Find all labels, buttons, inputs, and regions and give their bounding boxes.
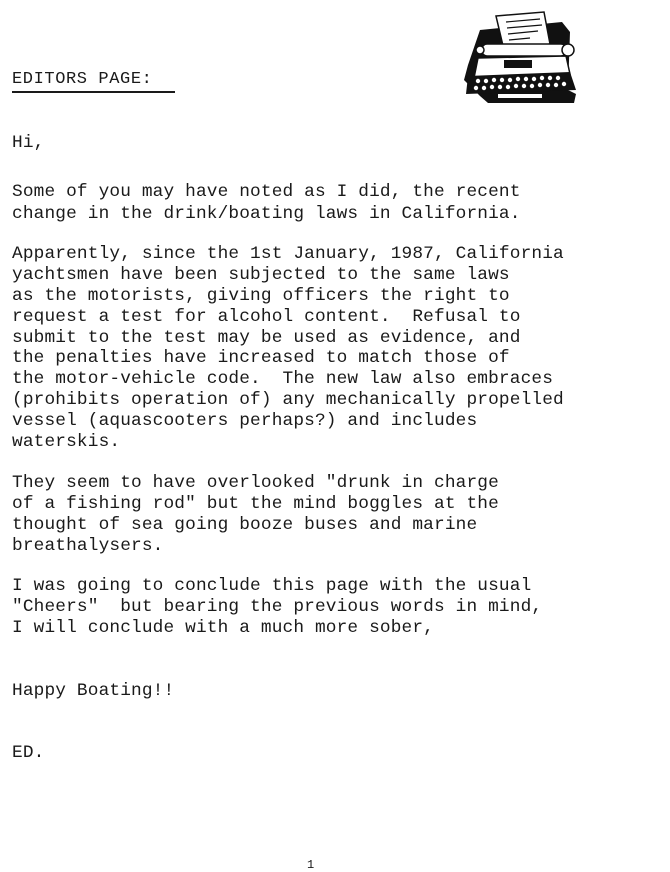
paragraph-2-line: Apparently, since the 1st January, 1987, California [12,244,564,264]
paragraph-3-line: thought of sea going booze buses and marine [12,515,478,535]
paragraph-2-line: the penalties have increased to match those of [12,348,510,368]
title-underline [12,91,175,93]
paragraph-2-line: request a test for alcohol content. Refusal to [12,307,521,327]
paragraph-2-line: vessel (aquascooters perhaps?) and includes [12,411,478,431]
paragraph-2-line: yachtsmen have been subjected to the same laws [12,265,510,285]
paragraph-2-line: waterskis. [12,432,121,452]
closing: Happy Boating!! [12,681,175,701]
paragraph-4-line: I will conclude with a much more sober, [12,618,434,638]
signature: ED. [12,743,45,763]
paragraph-3-line: They seem to have overlooked "drunk in charge [12,473,499,493]
paragraph-2-line: (prohibits operation of) any mechanically propelled [12,390,564,410]
paragraph-4-line: I was going to conclude this page with the usual [12,576,532,596]
paragraph-3-line: breathalysers. [12,536,164,556]
greeting: Hi, [12,133,45,153]
paragraph-3-line: of a fishing rod" but the mind boggles at the [12,494,499,514]
typewriter-icon [458,10,583,105]
page-number: 1 [307,858,315,872]
paragraph-2-line: the motor-vehicle code. The new law also embraces [12,369,554,389]
paragraph-1-line: change in the drink/boating laws in California. [12,204,521,224]
paragraph-1-line: Some of you may have noted as I did, the recent [12,182,521,202]
paragraph-2-line: submit to the test may be used as evidence, and [12,328,521,348]
paragraph-2-line: as the motorists, giving officers the right to [12,286,510,306]
page-title: EDITORS PAGE: [12,70,153,89]
paragraph-4-line: "Cheers" but bearing the previous words in mind, [12,597,543,617]
